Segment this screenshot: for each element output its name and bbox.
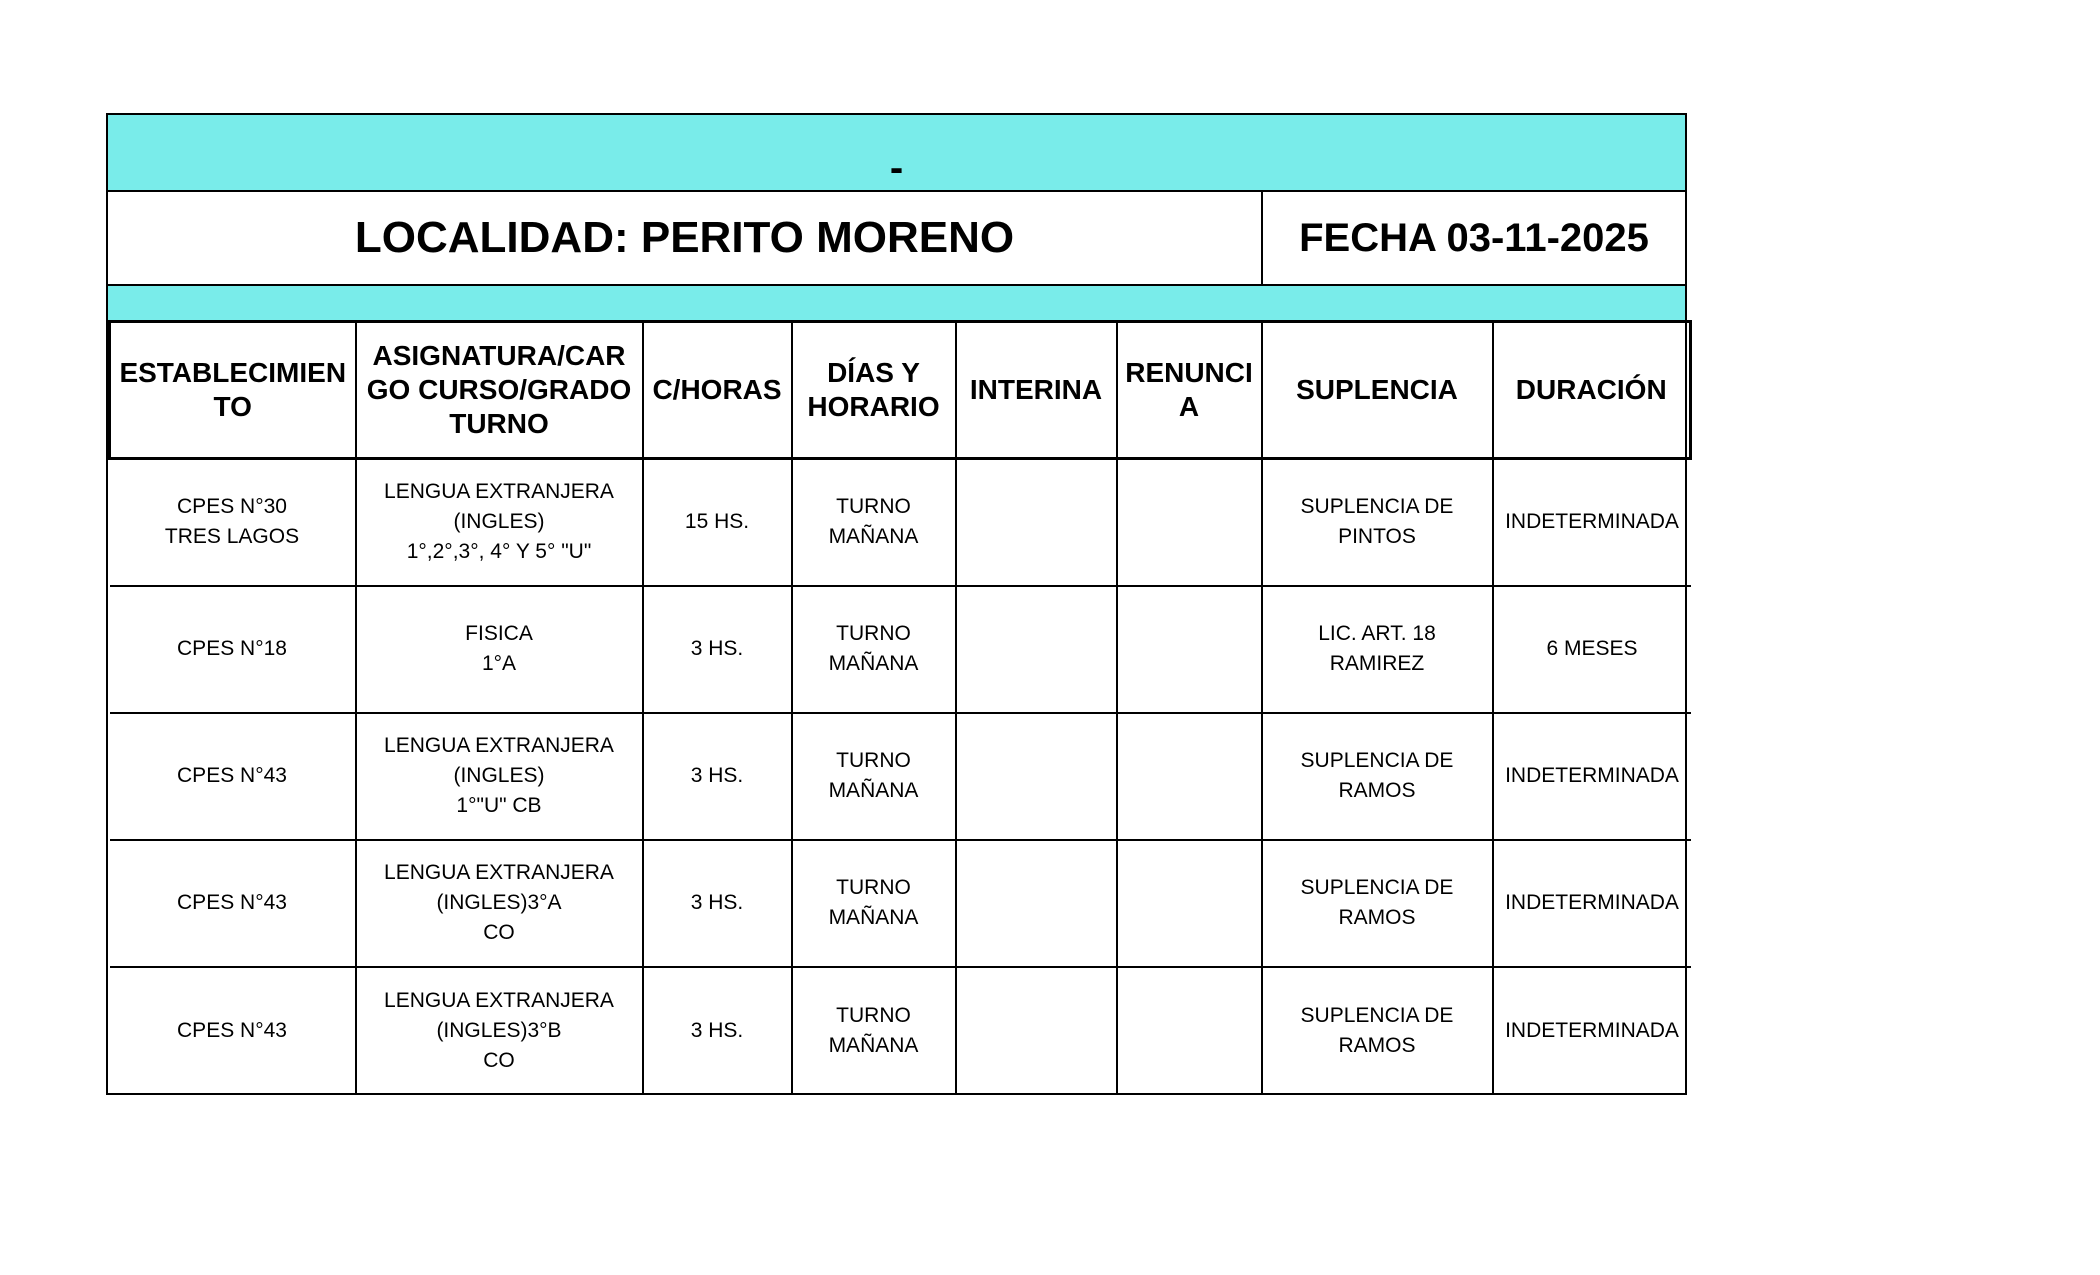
cell-dias [792,586,956,713]
cell-suplencia-line: SUPLENCIA DE RAMOS [1300,876,1454,929]
cell-renuncia [1117,713,1262,840]
cell-interina [956,840,1117,967]
cell-dias [792,967,956,1094]
cell-asignatura-line: LENGUA EXTRANJERA [384,988,614,1012]
cell-asignatura-line: CO [483,1048,515,1072]
cell-horas: 15 HS. [643,459,792,586]
cell-asignatura-line: CO [483,921,515,944]
cell-dias-line: TURNO [836,749,911,772]
table-row [110,840,1691,967]
cell-interina [956,459,1117,586]
cell-asignatura-left: (INGLES) [436,1018,528,1042]
cell-asignatura-left: (INGLES) [436,891,528,914]
cell-establecimiento [110,840,356,967]
table-body [110,459,1691,1094]
cell-dias [792,459,956,586]
cell-suplencia [1262,967,1493,1094]
col-header-asignatura: ASIGNATURA/CARGO CURSO/GRADO TURNO [356,322,643,459]
table-row [110,586,1691,713]
cell-asignatura-line: 1°"U" CB [456,794,542,817]
cell-interina [956,967,1117,1094]
cell-asignatura-right: 3°B [527,1018,562,1042]
cell-dias [792,713,956,840]
cell-asignatura-split-line [363,1016,636,1046]
separator-band [108,286,1685,320]
table-row [110,967,1691,1094]
cell-renuncia [1117,586,1262,713]
cell-asignatura-line: LENGUA EXTRANJERA [384,480,614,504]
table-row [110,713,1691,840]
cell-asignatura-line: 1°A [481,652,517,675]
cell-duracion: 6 MESES [1493,586,1691,713]
table-row [110,459,1691,586]
vacancy-table [108,320,1692,1094]
top-banner [108,115,1685,192]
cell-suplencia-line: SUPLENCIA DE RAMOS [1300,1003,1454,1057]
cell-establecimiento [110,713,356,840]
vacancy-sheet [106,113,1687,1095]
cell-asignatura-line: LENGUA EXTRANJERA [384,734,614,757]
cell-duracion: INDETERMINADA [1493,840,1691,967]
cell-asignatura-split-line [363,888,636,918]
cell-establecimiento [110,967,356,1094]
cell-asignatura [356,586,643,713]
locality-title: LOCALIDAD: PERITO MORENO [108,192,1263,284]
col-header-horas: C/HORAS [643,322,792,459]
cell-horas: 3 HS. [643,586,792,713]
cell-suplencia [1262,840,1493,967]
cell-dias-line: MAÑANA [828,525,919,549]
cell-interina [956,586,1117,713]
cell-suplencia [1262,586,1493,713]
cell-asignatura-line: (INGLES) [453,764,545,787]
cell-duracion: INDETERMINADA [1493,967,1691,1094]
cell-establecimiento-line: CPES N°43 [177,1018,287,1042]
cell-suplencia [1262,459,1493,586]
cell-dias [792,840,956,967]
cell-dias-line: MAÑANA [828,1033,919,1057]
cell-dias-line: TURNO [836,876,911,899]
cell-suplencia-line: LIC. ART. 18 [1318,622,1436,645]
cell-establecimiento [110,459,356,586]
cell-asignatura-line: FISICA [465,622,533,645]
cell-asignatura-line: 1°,2°,3°, 4° Y 5° "U" [406,540,592,564]
col-header-establecimiento: ESTABLECIMIENTO [110,322,356,459]
cell-horas: 3 HS. [643,840,792,967]
cell-asignatura [356,459,643,586]
col-header-suplencia: SUPLENCIA [1262,322,1493,459]
title-row [108,192,1685,286]
cell-horas: 3 HS. [643,967,792,1094]
cell-establecimiento-line: CPES N°18 [177,637,287,660]
banner-dash: - [889,146,904,190]
cell-renuncia [1117,459,1262,586]
col-header-interina: INTERINA [956,322,1117,459]
cell-suplencia [1262,713,1493,840]
header-row [110,322,1691,459]
date-title: FECHA 03-11-2025 [1299,215,1649,260]
cell-duracion: INDETERMINADA [1493,459,1691,586]
cell-suplencia-line: SUPLENCIA DE PINTOS [1300,495,1454,549]
col-header-dias: DÍAS Y HORARIO [792,322,956,459]
cell-dias-line: MAÑANA [828,779,919,802]
col-header-duracion: DURACIÓN [1493,322,1691,459]
cell-asignatura-line: LENGUA EXTRANJERA [384,861,614,884]
cell-suplencia-line: SUPLENCIA DE RAMOS [1300,749,1454,802]
cell-dias-line: TURNO [836,1003,911,1027]
cell-asignatura-line: (INGLES) [453,510,545,534]
cell-renuncia [1117,840,1262,967]
cell-establecimiento [110,586,356,713]
cell-asignatura-right: 3°A [527,891,562,914]
cell-asignatura [356,713,643,840]
cell-dias-line: TURNO [836,622,911,645]
cell-dias-line: MAÑANA [828,906,919,929]
cell-establecimiento-line: CPES N°30 [177,495,287,519]
col-header-renuncia: RENUNCIA [1117,322,1262,459]
cell-establecimiento-line: TRES LAGOS [164,525,300,549]
cell-establecimiento-line: CPES N°43 [177,891,287,914]
cell-dias-line: TURNO [836,495,911,519]
cell-duracion: INDETERMINADA [1493,713,1691,840]
cell-dias-line: MAÑANA [828,652,919,675]
cell-renuncia [1117,967,1262,1094]
cell-horas: 3 HS. [643,713,792,840]
cell-suplencia-line: RAMIREZ [1329,652,1425,675]
cell-asignatura [356,840,643,967]
cell-establecimiento-line: CPES N°43 [177,764,287,787]
cell-asignatura [356,967,643,1094]
cell-interina [956,713,1117,840]
